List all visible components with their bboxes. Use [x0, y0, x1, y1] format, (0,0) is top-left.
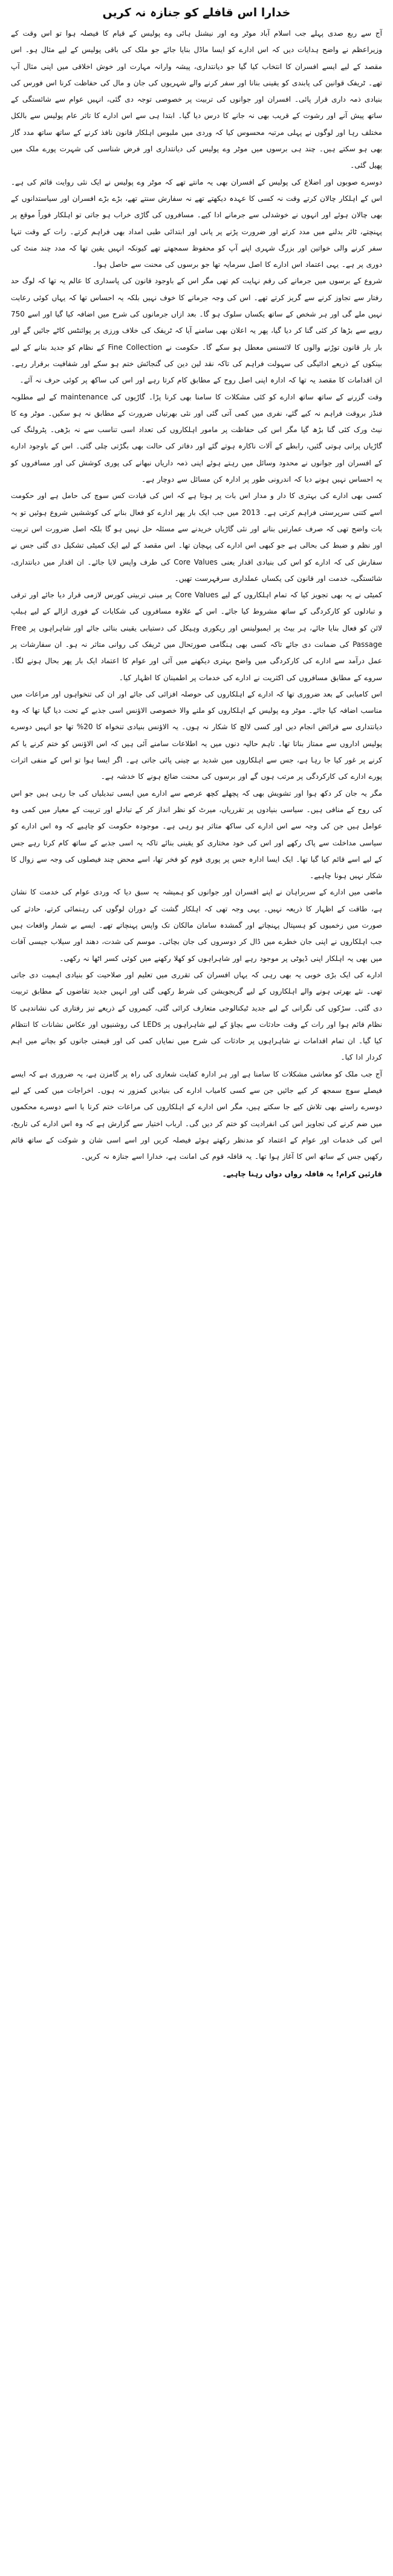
article-headline: خدارا اس قافلے کو جنازہ نہ کریں — [102, 6, 291, 19]
article-paragraph: شروع کے برسوں میں جرمانے کی رقم نہایت کم تھی مگر اس کے باوجود قانون کی پاسداری کا عالم یہ تھا کہ لوگ حد رفتار سے تجاوز کرنے سے گریز کرتے تھے۔ اس کی وجہ جرمانے کا خوف نہیں بلکہ یہ احساس تھا کہ یہاں کوئی رعایت نہیں ملے گی اور ہر شخص کے ساتھ یکساں سلوک ہو گا۔ بعد ازاں جرمانوں کی شرح میں اضافہ کیا گیا اور اسے 750 روپے سے بڑھا کر کئی گنا کر دیا گیا، پھر یہ اعلان بھی سامنے آیا کہ ٹریفک کی خلاف ورزی پر پوائنٹس کاٹے جائیں گے اور بار بار قانون توڑنے والوں کا لائسنس معطل ہو سکے گا۔ حکومت نے Fine Collection کے نظام کو جدید بنانے کے لیے بینکوں کے ذریعے ادائیگی کی سہولت فراہم کی تاکہ نقد لین دین کی گنجائش ختم ہو سکے اور شفافیت برقرار رہے۔ ان اقدامات کا مقصد یہ تھا کہ ادارہ اپنی اصل روح کے مطابق کام کرتا رہے اور اس کی ساکھ پر کوئی حرف نہ آئے۔ — [11, 277, 382, 385]
article-paragraph: وقت گزرنے کے ساتھ ساتھ ادارے کو کئی مشکلات کا سامنا بھی کرنا پڑا۔ گاڑیوں کی maintenance کے لیے مطلوبہ فنڈز بروقت فراہم نہ کیے گئے، نفری میں کمی آتی گئی اور نئی بھرتیاں ضرورت کے مطابق نہ ہو سکیں۔ موٹر وے کا نیٹ ورک کئی گنا بڑھ گیا مگر اس کی حفاظت پر مامور اہلکاروں کی تعداد اسی تناسب سے نہ بڑھی۔ پٹرولنگ کی گاڑیاں پرانی ہوتی گئیں، رابطے کے آلات ناکارہ ہوتے گئے اور دفاتر کی حالت بھی بگڑتی چلی گئی۔ اس کے باوجود ادارے کے افسران اور جوانوں نے محدود وسائل میں رہتے ہوئے اپنی ذمہ داریاں نبھانے کی پوری کوشش کی اور مسافروں کو یہ احساس نہیں ہونے دیا کہ اندرونی طور پر ادارہ کن مسائل سے دوچار ہے۔ — [11, 392, 382, 484]
article-closing-line: قارئین کرام! یہ قافلہ رواں دواں رہنا چاہیے۔ — [222, 1170, 382, 1179]
article-paragraph: مگر یہ جان کر دکھ ہوا اور تشویش بھی کہ پچھلے کچھ عرصے سے ادارے میں ایسی تبدیلیاں کی جا رہی ہیں جو اس کی روح کے منافی ہیں۔ سیاسی بنیادوں پر تقرریاں، میرٹ کو نظر انداز کر کے تبادلے اور تربیت کے معیار میں کمی وہ عوامل ہیں جن کی وجہ سے اس ادارے کی ساکھ متاثر ہو رہی ہے۔ موجودہ حکومت کو چاہیے کہ وہ اس ادارے کو سیاسی مداخلت سے پاک رکھے اور اس کی خود مختاری کو یقینی بنائے تاکہ یہ اسی جذبے کے ساتھ کام کرتا رہے جس کے لیے اسے قائم کیا گیا تھا۔ ایک ایسا ادارہ جس پر پوری قوم کو فخر تھا، اسے محض چند فیصلوں کی وجہ سے زوال کا شکار نہیں ہونا چاہیے۔ — [10, 788, 382, 880]
article-paragraph: کمیٹی نے یہ بھی تجویز کیا کہ تمام اہلکاروں کے لیے Core Values پر مبنی تربیتی کورس لازمی قرار دیا جائے اور ترقی و تبادلوں کو کارکردگی کے ساتھ مشروط کیا جائے۔ اس کے علاوہ مسافروں کی شکایات کے فوری ازالے کے لیے ہیلپ لائن کو فعال بنایا جائے، ہر بیٹ پر ایمبولینس اور ریکوری وہیکل کی دستیابی یقینی بنائی جائے اور شاہراہوں پر Free Passage کی ضمانت دی جائے تاکہ کسی بھی ہنگامی صورتحال میں ٹریفک کی روانی متاثر نہ ہو۔ ان سفارشات پر عمل درآمد سے ادارے کی کارکردگی میں واضح بہتری دیکھنے میں آئی اور عوام کا اعتماد ایک بار پھر بحال ہونے لگا۔ سروے کے مطابق مسافروں کی اکثریت نے ادارے کی خدمات پر اطمینان کا اظہار کیا۔ — [11, 591, 383, 682]
article-paragraph: دوسرے صوبوں اور اضلاع کی پولیس کے افسران بھی یہ مانتے تھے کہ موٹر وے پولیس نے ایک نئی روایت قائم کی ہے۔ اس کے اہلکار چالان کرتے وقت نہ کسی کا عہدہ دیکھتے تھے نہ سفارش سنتے تھے، بڑے بڑے افسران اور سیاستدانوں کے بھی چالان ہوئے اور انہوں نے خوشدلی سے جرمانے ادا کیے۔ مسافروں کی گاڑی خراب ہو جاتی تو اہلکار فوراً موقع پر پہنچتے، ٹائر بدلنے میں مدد کرتے اور ضرورت پڑنے پر پانی اور ابتدائی طبی امداد بھی فراہم کرتے۔ رات کے وقت تنہا سفر کرنے والی خواتین اور بزرگ شہری اپنے آپ کو محفوظ سمجھتے تھے کیونکہ انہیں یقین تھا کہ مدد چند منٹ کی دوری پر ہے۔ یہی اعتماد اس ادارے کا اصل سرمایہ تھا جو برسوں کی محنت سے حاصل ہوا۔ — [11, 177, 382, 269]
article-paragraph: ماضی میں ادارے کے سربراہان نے اپنے افسران اور جوانوں کو ہمیشہ یہ سبق دیا کہ وردی عوام کی خدمت کا نشان ہے، طاقت کے اظہار کا ذریعہ نہیں۔ یہی وجہ تھی کہ اہلکار گشت کے دوران لوگوں کی رہنمائی کرتے، حادثے کی صورت میں زخمیوں کو ہسپتال پہنچاتے اور گمشدہ سامان مالکان تک واپس پہنچاتے تھے۔ ایسے بے شمار واقعات ہیں جب اہلکاروں نے اپنی جان خطرے میں ڈال کر دوسروں کی جان بچائی۔ موسم کی شدت، دھند اور سیلاب جیسی آفات میں بھی یہ اہلکار اپنی ڈیوٹی پر موجود رہے اور شاہراہوں کو کھلا رکھنے میں کوئی کسر اٹھا نہ رکھی۔ — [11, 888, 382, 963]
article-paragraph: اس کامیابی کے بعد ضروری تھا کہ ادارے کے اہلکاروں کی حوصلہ افزائی کی جائے اور ان کی تنخواہوں اور مراعات میں مناسب اضافہ کیا جائے۔ موٹر وے پولیس کے اہلکاروں کو ملنے والا خصوصی الاؤنس اسی جذبے کے تحت دیا گیا تھا کہ وہ دیانتداری سے فرائض انجام دیں اور کسی لالچ کا شکار نہ ہوں۔ یہ الاؤنس بنیادی تنخواہ کا 20% تھا جو انہیں دوسرے پولیس اداروں سے ممتاز بناتا تھا۔ تاہم حالیہ دنوں میں یہ اطلاعات سامنے آئی ہیں کہ اس الاؤنس کو ختم کرنے یا کم کرنے پر غور کیا جا رہا ہے، جس سے اہلکاروں میں شدید بے چینی پائی جاتی ہے۔ اگر ایسا ہوا تو اس کے منفی اثرات پورے ادارے کی کارکردگی پر مرتب ہوں گے اور برسوں کی محنت ضائع ہونے کا خدشہ ہے۔ — [11, 689, 382, 781]
article-paragraph: ادارے کی ایک بڑی خوبی یہ بھی رہی کہ یہاں افسران کی تقرری میں تعلیم اور صلاحیت کو بنیادی اہمیت دی جاتی تھی۔ نئے بھرتی ہونے والے اہلکاروں کے لیے گریجویشن کی شرط رکھی گئی اور انہیں جدید تقاضوں کے مطابق تربیت دی گئی۔ سڑکوں کی نگرانی کے لیے جدید ٹیکنالوجی متعارف کرائی گئی، کیمروں کے ذریعے تیز رفتاری کی نشاندہی کا نظام قائم ہوا اور رات کے وقت حادثات سے بچاؤ کے لیے شاہراہوں پر LEDs کی روشنیوں اور عکاس نشانات کا انتظام کیا گیا۔ ان تمام اقدامات نے شاہراہوں پر حادثات کی شرح میں نمایاں کمی کی اور قیمتی جانوں کو بچانے میں اہم کردار ادا کیا۔ — [11, 970, 383, 1062]
article-paragraph: آج جب ملک کو معاشی مشکلات کا سامنا ہے اور ہر ادارہ کفایت شعاری کی راہ پر گامزن ہے، یہ ضروری ہے کہ ایسے فیصلے سوچ سمجھ کر کیے جائیں جن سے کسی کامیاب ادارے کی بنیادیں کمزور نہ ہوں۔ اخراجات میں کمی کے لیے دوسرے راستے بھی تلاش کیے جا سکتے ہیں، مگر اس ادارے کے اہلکاروں کی مراعات ختم کرنا یا اسے دوسرے محکموں میں ضم کرنے کی تجاویز اس کی انفرادیت کو ختم کر دیں گی۔ ارباب اختیار سے گزارش ہے کہ وہ اس ادارے کی تاریخ، اس کی خدمات اور عوام کے اعتماد کو مدنظر رکھتے ہوئے فیصلہ کریں اور اسے اسی شان و شوکت کے ساتھ قائم رکھیں جس کے ساتھ اس کا آغاز ہوا تھا۔ یہ قافلہ قوم کی امانت ہے، خدارا اسے جنازہ نہ کریں۔ — [11, 1069, 382, 1161]
article-paragraph: کسی بھی ادارے کی بہتری کا دار و مدار اس بات پر ہوتا ہے کہ اس کی قیادت کس سوچ کی حامل ہے اور حکومت اسے کتنی سرپرستی فراہم کرتی ہے۔ 2013 میں جب ایک بار پھر ادارے کو فعال بنانے کی کوششیں شروع ہوئیں تو یہ بات واضح تھی کہ صرف عمارتیں بنانے اور نئی گاڑیاں خریدنے سے مسئلہ حل نہیں ہو گا بلکہ اصل ضرورت اس تربیت اور نظم و ضبط کی بحالی ہے جو کبھی اس ادارے کی پہچان تھا۔ اس مقصد کے لیے ایک کمیٹی تشکیل دی گئی جس نے سفارش کی کہ ادارے کو اس کی بنیادی اقدار یعنی Core Values کی طرف واپس لایا جائے۔ ان اقدار میں دیانتداری، شائستگی، خدمت اور قانون کی یکساں عملداری سرفہرست تھیں۔ — [11, 491, 383, 583]
article-paragraph: آج سے ربع صدی پہلے جب اسلام آباد موٹر وے اور نیشنل ہائی وے پولیس کے قیام کا فیصلہ ہوا تو اس وقت کے وزیراعظم نے واضح ہدایات دیں کہ اس ادارے کو ایسا ماڈل بنایا جائے جو ملک کی باقی پولیس کے لیے مثال ہو۔ اس مقصد کے لیے ایسے افسران کا انتخاب کیا گیا جو دیانتداری، پیشہ وارانہ مہارت اور خوش اخلاقی میں اپنی مثال آپ تھے۔ ٹریفک قوانین کی پابندی کو یقینی بنانا اور سفر کرنے والے شہریوں کی جان و مال کی حفاظت کرنا اس فورس کی بنیادی ذمہ داری قرار پائی۔ افسران اور جوانوں کی تربیت پر خصوصی توجہ دی گئی، انہیں عوام سے شائستگی کے ساتھ پیش آنے اور رشوت کے قریب بھی نہ جانے کا درس دیا گیا۔ ابتدا ہی سے اس ادارے کا تاثر عام پولیس سے بالکل مختلف رہا اور لوگوں نے پہلی مرتبہ محسوس کیا کہ وردی میں ملبوس اہلکار قانون نافذ کرنے کے ساتھ ساتھ مدد گار بھی ہو سکتے ہیں۔ چند ہی برسوں میں موٹر وے پولیس کی دیانتداری اور فرض شناسی کی شہرت پورے ملک میں پھیل گئی۔ — [11, 29, 383, 170]
